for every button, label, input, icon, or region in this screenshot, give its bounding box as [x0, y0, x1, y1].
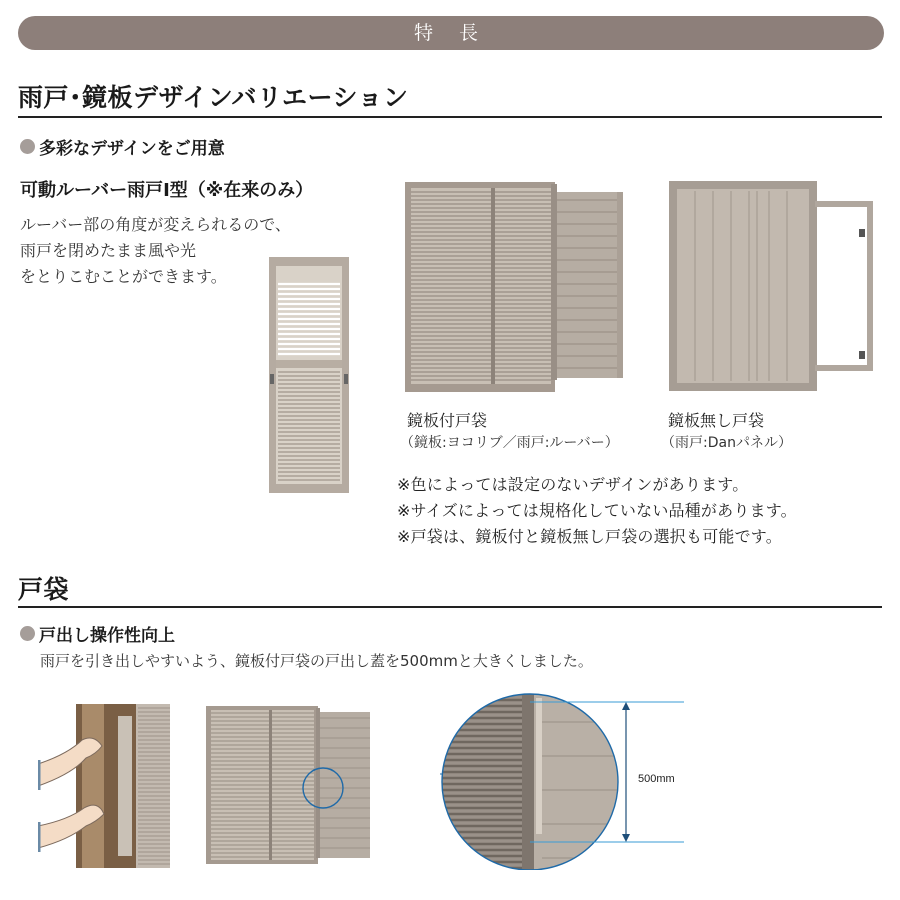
plain-storage-image: [669, 181, 876, 391]
description-line-2: 雨戸を閉めたまま風や光: [20, 241, 197, 260]
louver-shutter-image: [268, 256, 350, 494]
bullet-label: 戸出し操作性向上: [39, 626, 175, 646]
operation-description: 雨戸を引き出しやすいよう、鏡板付戸袋の戸出し蓋を500mmと大きくしました。: [40, 652, 593, 670]
bullet-heading-design: [20, 134, 225, 159]
note-3: ※戸袋は、鏡板付と鏡板無し戸袋の選択も可能です。: [397, 527, 782, 546]
figure-1-subtitle: （鏡板:ヨコリブ／雨戸:ルーバー）: [400, 435, 619, 451]
section-divider-2: [18, 606, 882, 608]
section-title-storage: 戸袋: [18, 575, 70, 604]
louver-description: [20, 212, 291, 290]
bullet-heading-operation: [20, 621, 175, 646]
louver-subtitle: 可動ルーバー雨戸I型（※在来のみ）: [20, 180, 314, 201]
figure-2-subtitle: （雨戸:Danパネル）: [661, 435, 792, 451]
section-divider-1: [18, 116, 882, 118]
description-line-1: ルーバー部の角度が変えられるので、: [20, 215, 291, 234]
figure-2-title: 鏡板無し戸袋: [668, 411, 765, 430]
description-line-3: をとりこむことができます。: [20, 267, 227, 286]
bullet-dot-icon: [20, 139, 35, 154]
bullet-dot-icon: [20, 626, 35, 641]
header-bar: [18, 16, 884, 50]
figure-1-title: 鏡板付戸袋: [407, 411, 488, 430]
hand-operation-image: [38, 704, 170, 868]
shutter-set-image: [206, 704, 372, 864]
note-2: ※サイズによっては規格化していない品種があります。: [397, 501, 797, 520]
bullet-label: 多彩なデザインをご用意: [39, 139, 225, 159]
note-1: ※色によっては設定のないデザインがあります。: [397, 475, 749, 494]
mirror-panel-storage-image: [405, 178, 627, 392]
measurement-label: 500mm: [638, 773, 675, 785]
section-title-design: 雨戸･鏡板デザインバリエーション: [18, 83, 409, 112]
header-title: 特 長: [413, 22, 489, 44]
